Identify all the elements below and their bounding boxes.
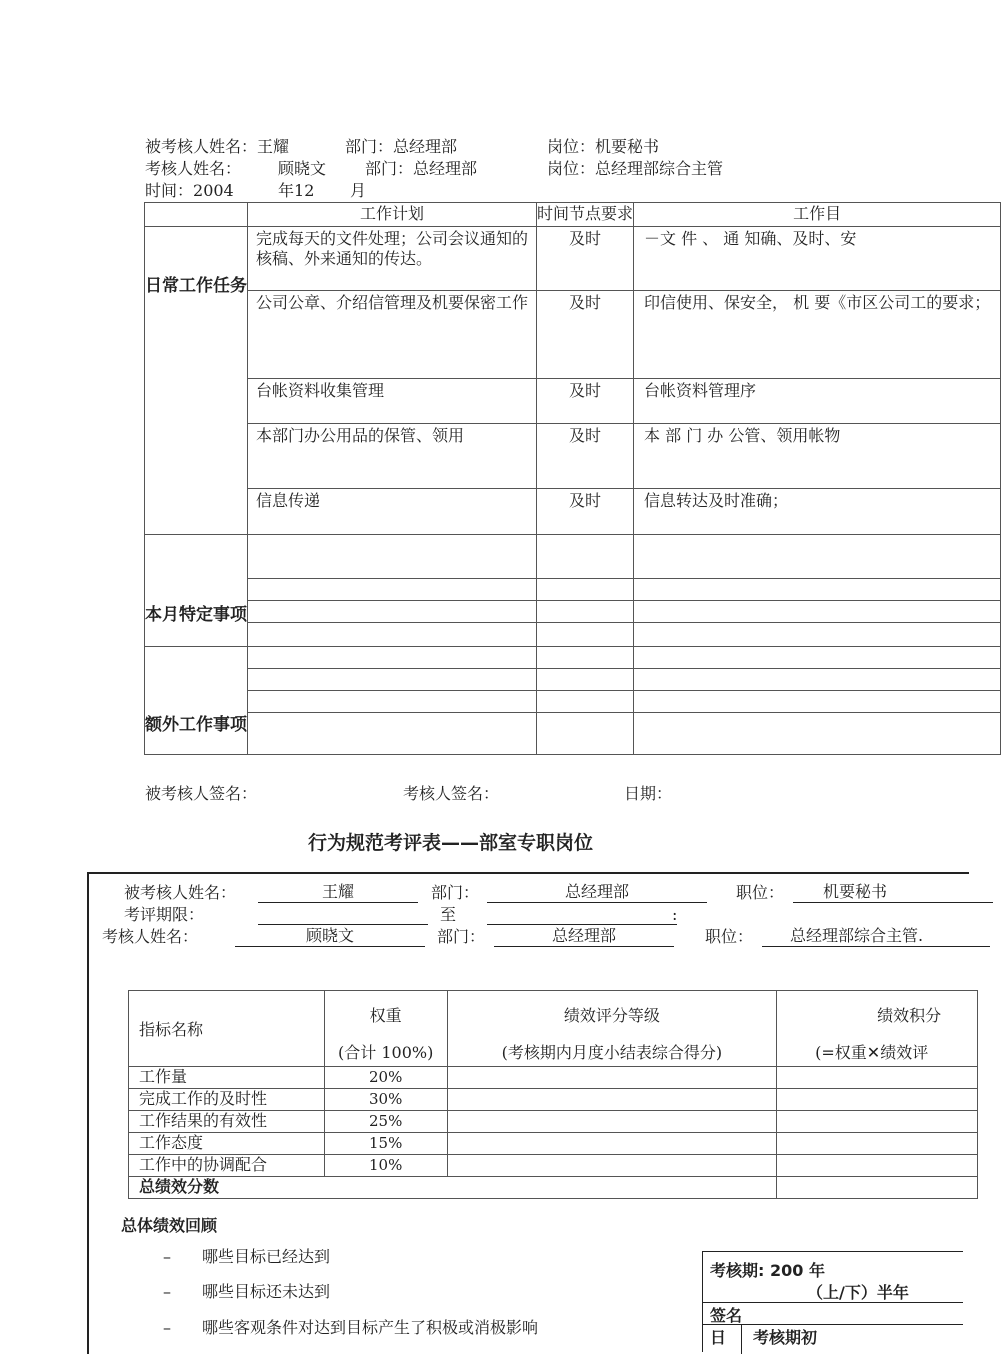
table-row — [145, 579, 1001, 601]
performance-table — [128, 990, 978, 1199]
assessee-label: 被考核人姓名： — [145, 137, 258, 156]
indicator-weight: 30% — [324, 1089, 447, 1111]
col-goal-header: 工作目 — [634, 203, 1001, 227]
extra-items-label: 额外工作事项 — [145, 715, 247, 735]
table-row — [145, 379, 1001, 424]
special-items-label: 本月特定事项 — [145, 605, 247, 625]
h-weight-label: 权重 — [369, 1006, 402, 1025]
time-label: 时间： — [145, 181, 194, 200]
form2-assessor-value: 顾晓文 — [235, 926, 425, 947]
date-label: 日期： — [624, 784, 673, 803]
review-dash-icon: – — [163, 1282, 171, 1301]
dept-value: 总经理部 — [413, 159, 478, 178]
score-cell[interactable] — [777, 1067, 978, 1089]
table-row — [145, 601, 1001, 623]
work-plan-table — [144, 202, 1001, 755]
col-time-header: 时间节点要求 — [537, 203, 634, 227]
h-weight-cell — [324, 991, 447, 1067]
assessor-dept — [365, 159, 477, 179]
h-grade-cell — [447, 991, 777, 1067]
period-box-line2: （上/下）半年 — [807, 1283, 909, 1302]
empty-cell — [537, 647, 634, 669]
period-box-line1: 考核期: 200 年 — [710, 1261, 825, 1280]
pos-value: 总经理部综合主管 — [595, 159, 724, 178]
table-row — [145, 291, 1001, 379]
assessor-label: 考核人姓名： — [145, 159, 242, 178]
empty-cell — [248, 601, 537, 623]
empty-cell — [248, 579, 537, 601]
h-score-sub: (=权重✕绩效评 — [815, 1043, 929, 1062]
table-row — [145, 669, 1001, 691]
time-line — [145, 181, 234, 201]
empty-cell — [537, 535, 634, 579]
indicator-weight: 20% — [324, 1067, 447, 1089]
period-box — [702, 1251, 963, 1352]
plan-cell: 本部门办公用品的保管、领用 — [248, 424, 537, 489]
score-cell[interactable] — [777, 1155, 978, 1177]
col-plan-header: 工作计划 — [248, 203, 537, 227]
form2-dept-value: 总经理部 — [487, 882, 707, 903]
empty-cell — [537, 601, 634, 623]
score-cell[interactable] — [777, 1089, 978, 1111]
empty-cell — [634, 669, 1001, 691]
empty-cell — [248, 691, 537, 713]
empty-cell — [248, 623, 537, 647]
period-end-field[interactable] — [487, 904, 677, 925]
empty-cell — [248, 535, 537, 579]
empty-cell — [634, 535, 1001, 579]
form2-pos2-value: 总经理部综合主管. — [762, 926, 990, 947]
grade-cell[interactable] — [447, 1111, 777, 1133]
h-score-cell — [777, 991, 978, 1067]
form2-dept2-value: 总经理部 — [494, 926, 674, 947]
form2-dept-label: 部门： — [431, 883, 480, 902]
table-row — [145, 227, 1001, 291]
assessor-name: 顾晓文 — [278, 159, 327, 178]
plan-cell: 公司公章、介绍信管理及机要保密工作 — [248, 291, 537, 379]
form2-period-label: 考评期限： — [124, 905, 205, 924]
daily-tasks-cell — [145, 227, 248, 535]
table-row — [145, 647, 1001, 669]
empty-cell — [634, 579, 1001, 601]
goal-cell: 本 部 门 办 公管、领用帐物 — [634, 424, 1001, 489]
year-value: 2004 — [193, 181, 234, 200]
extra-items-cell — [145, 647, 248, 755]
table-row — [129, 1133, 978, 1155]
table-row — [145, 424, 1001, 489]
total-score-label: 总绩效分数 — [129, 1177, 777, 1199]
pos-label: 岗位： — [547, 159, 596, 178]
empty-cell — [248, 647, 537, 669]
table-row — [129, 1067, 978, 1089]
period-colon: : — [672, 905, 678, 924]
empty-cell — [634, 647, 1001, 669]
assessee-line — [145, 137, 289, 157]
table-row — [145, 713, 1001, 755]
score-cell[interactable] — [777, 1111, 978, 1133]
grade-cell[interactable] — [447, 1133, 777, 1155]
h-name-label: 指标名称 — [139, 1020, 204, 1039]
year-unit: 年 — [278, 181, 295, 200]
empty-cell — [537, 713, 634, 755]
goal-cell: 台帐资料管理序 — [634, 379, 1001, 424]
period-to: 至 — [440, 905, 457, 924]
grade-cell[interactable] — [447, 1089, 777, 1111]
h-score-label: 绩效积分 — [877, 1006, 942, 1025]
grade-cell[interactable] — [447, 1155, 777, 1177]
period-box-divider — [703, 1324, 963, 1325]
form2-dept2-label: 部门： — [437, 927, 486, 946]
review-dash-icon: – — [163, 1247, 171, 1266]
indicator-weight: 10% — [324, 1155, 447, 1177]
empty-cell — [634, 601, 1001, 623]
h-grade-label: 绩效评分等级 — [563, 1006, 660, 1025]
h-name-cell — [129, 991, 325, 1067]
indicator-name: 工作态度 — [129, 1133, 325, 1155]
indicator-weight: 15% — [324, 1133, 447, 1155]
header-empty-cell — [145, 203, 248, 227]
total-row — [129, 1177, 978, 1199]
time-cell: 及时 — [537, 424, 634, 489]
dept-label: 部门： — [365, 159, 414, 178]
table-header-row — [145, 203, 1001, 227]
review-item: 哪些目标还未达到 — [202, 1282, 331, 1301]
period-box-sign: 签名 — [710, 1306, 743, 1325]
period-box-day: 日 — [710, 1328, 727, 1347]
pos-label: 岗位： — [547, 137, 596, 156]
indicator-weight: 25% — [324, 1111, 447, 1133]
form2-name-label: 被考核人姓名： — [124, 883, 237, 902]
goal-cell: 信息转达及时准确； — [634, 489, 1001, 535]
table-row — [129, 1089, 978, 1111]
plan-cell: 完成每天的文件处理；公司会议通知的核稿、外来通知的传达。 — [248, 227, 537, 291]
empty-cell — [537, 669, 634, 691]
form2-name-value: 王耀 — [258, 882, 418, 903]
review-title: 总体绩效回顾 — [121, 1216, 218, 1235]
empty-cell — [634, 691, 1001, 713]
table-row — [145, 489, 1001, 535]
h-weight-sub: (合计 100%) — [338, 1043, 434, 1062]
assessor-signature-label: 考核人签名： — [403, 784, 500, 803]
table-row — [145, 623, 1001, 647]
month-value: 12 — [294, 181, 315, 200]
period-box-start: 考核期初 — [753, 1328, 818, 1347]
table-row — [145, 691, 1001, 713]
period-start-field[interactable] — [258, 904, 428, 925]
month-group — [278, 181, 314, 201]
indicator-name: 工作量 — [129, 1067, 325, 1089]
assessee-name: 王耀 — [257, 137, 290, 156]
form2-pos-value: 机要秘书 — [793, 882, 993, 903]
score-cell[interactable] — [777, 1133, 978, 1155]
empty-cell — [634, 623, 1001, 647]
time-cell: 及时 — [537, 227, 634, 291]
table-row — [129, 1155, 978, 1177]
indicator-name: 工作中的协调配合 — [129, 1155, 325, 1177]
empty-cell — [248, 669, 537, 691]
time-cell: 及时 — [537, 379, 634, 424]
empty-cell — [537, 579, 634, 601]
time-cell: 及时 — [537, 489, 634, 535]
table-row — [129, 1111, 978, 1133]
form2-pos2-label: 职位： — [705, 927, 754, 946]
review-item: 哪些目标已经达到 — [202, 1247, 331, 1266]
indicator-name: 工作结果的有效性 — [129, 1111, 325, 1133]
table-row — [145, 535, 1001, 579]
assessor-line — [145, 159, 241, 179]
empty-cell — [537, 623, 634, 647]
grade-cell[interactable] — [447, 1067, 777, 1089]
plan-cell: 台帐资料收集管理 — [248, 379, 537, 424]
table-header-row — [129, 991, 978, 1067]
empty-cell — [248, 713, 537, 755]
special-items-cell — [145, 535, 248, 647]
form2-pos-label: 职位： — [736, 883, 785, 902]
goal-cell: －文 件 、 通 知确、及时、安 — [634, 227, 1001, 291]
assessor-pos — [547, 159, 723, 179]
review-item: 哪些客观条件对达到目标产生了积极或消极影响 — [202, 1318, 539, 1337]
daily-tasks-label: 日常工作任务 — [145, 276, 247, 296]
assessee-pos — [547, 137, 659, 157]
total-score-cell[interactable] — [777, 1177, 978, 1199]
month-unit: 月 — [350, 181, 367, 200]
review-dash-icon: – — [163, 1318, 171, 1337]
h-grade-sub: (考核期内月度小结表综合得分) — [501, 1043, 723, 1062]
pos-value: 机要秘书 — [595, 137, 660, 156]
section2-title: 行为规范考评表——部室专职岗位 — [308, 832, 594, 854]
period-box-vdivider — [741, 1324, 742, 1354]
form2-assessor-label: 考核人姓名： — [102, 927, 199, 946]
empty-cell — [634, 713, 1001, 755]
empty-cell — [537, 691, 634, 713]
dept-value: 总经理部 — [393, 137, 458, 156]
plan-cell: 信息传递 — [248, 489, 537, 535]
goal-cell: 印信使用、保安全， 机 要《市区公司工的要求； — [634, 291, 1001, 379]
time-cell: 及时 — [537, 291, 634, 379]
indicator-name: 完成工作的及时性 — [129, 1089, 325, 1111]
assessee-dept — [345, 137, 457, 157]
dept-label: 部门： — [345, 137, 394, 156]
assessee-signature-label: 被考核人签名： — [145, 784, 258, 803]
